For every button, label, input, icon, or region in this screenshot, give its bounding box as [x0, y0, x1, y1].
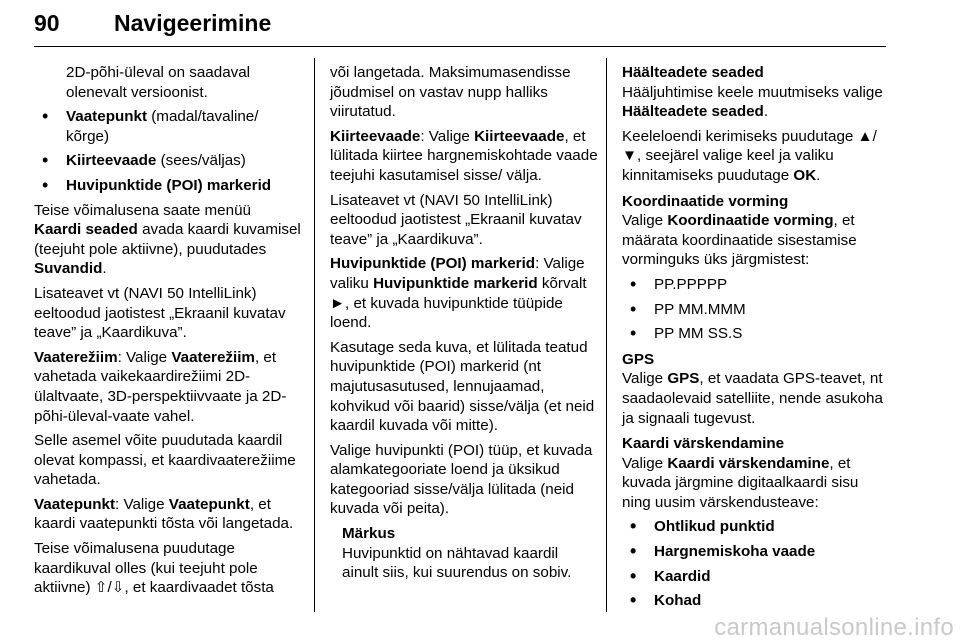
paragraph: Keeleloendi kerimiseks puudutage ▲/▼, seejärel valige keel ja valiku kinnitamiseks puudutage OK. [622, 127, 877, 184]
column-1 [34, 63, 302, 603]
section-title: Kaardi värskendamine [622, 435, 785, 453]
list-item: • Vaatepunkt (madal/tavaline/ kõrge) [34, 107, 302, 146]
section-map-update [622, 434, 884, 611]
paragraph: Vaatepunkt: Valige Vaatepunkt, et kaardi vaatepunkti tõsta või langetada. [34, 495, 294, 533]
paragraph: Teise võimalusena puudutage kaardikuval olles (kui teejuht pole aktiivne) ⇧/⇩, et kaardivaadet tõsta [34, 540, 274, 597]
section-voice-settings [622, 63, 884, 186]
page-title: Navigeerimine [114, 10, 272, 36]
paragraph: Kiirteevaade: Valige Kiirteevaade, et lülitada kiirtee hargnemiskohtade vaade teejuhi kasutamisel sisse/ välja. [330, 127, 598, 184]
list-item: • PP MM.MMM [622, 300, 884, 320]
page-number: 90 [34, 10, 60, 36]
paragraph: või langetada. Maksimumasendisse jõudmisel on vastav nupp halliks viirutatud. [330, 64, 571, 121]
watermark: carmanualsonline.info [714, 614, 954, 641]
section-title: Koordinaatide vorming [622, 192, 789, 210]
paragraph: Valige huvipunkti (POI) tüüp, et kuvada alamkategooriate loend ja üksikud kategooriad sisse/välja lülitada (neid kuvada või peita). [330, 441, 593, 518]
paragraph: Hääljuhtimise keele muutmiseks valige Häälteadete seaded. [622, 83, 883, 121]
paragraph: Vaaterežiim: Valige Vaaterežiim, et vahetada vaikekaardirežiimi 2D-ülaltvaate, 3D-perspektiivvaate ja 2D-põhi-üleval-vaate vahel. [34, 348, 287, 425]
column-divider [606, 58, 607, 612]
note-text: Huvipunktid on nähtavad kaardil ainult siis, kui suurendus on sobiv. [342, 544, 572, 582]
list-item: • Huvipunktide (POI) markerid [34, 176, 302, 196]
paragraph: Kasutage seda kuva, et lülitada teatud huvipunktide (POI) markerid (nt majutusasutused, lennujaamad, kohvikud või baarid) sisse/välja (et neid kaardil kuvada või mitte). [330, 338, 595, 435]
section-gps [622, 350, 884, 428]
list-item: • Ohtlikud punktid [622, 517, 884, 537]
column-2 [330, 63, 598, 588]
page-header [34, 8, 886, 47]
note-box [330, 524, 598, 583]
note-title: Märkus [342, 525, 396, 543]
paragraph: Huvipunktide (POI) markerid: Valige valiku Huvipunktide markerid kõrvalt ►, et kuvada huvipunktide tüüpide loend. [330, 255, 587, 332]
section-title: Häälteadete seaded [622, 64, 764, 81]
list-item: • Kaardid [622, 567, 884, 587]
section-coordinate-format [622, 192, 884, 344]
list-item: • PP.PPPPP [622, 275, 884, 295]
paragraph: Valige Koordinaatide vorming, et määrata koordinaatide sisestamise vorminguks üks järgmistest: [622, 212, 857, 269]
column-3 [622, 63, 884, 617]
list-item: • Kohad [622, 591, 884, 611]
paragraph: Lisateavet vt (NAVI 50 IntelliLink) eeltoodud jaotistest „Ekraanil kuvatav teave” ja „Kaardikuva”. [330, 191, 582, 248]
paragraph: Valige GPS, et vaadata GPS-teavet, nt saadaolevaid satelliite, nende asukoha ja signaali tugevust. [622, 370, 883, 427]
list-item: • PP MM SS.S [622, 324, 884, 344]
paragraph: Teise võimalusena saate menüü Kaardi seaded avada kaardi kuvamisel (teejuht pole aktiivne), puudutades Suvandid. [34, 201, 301, 278]
paragraph: Lisateavet vt (NAVI 50 IntelliLink) eeltoodud jaotistest „Ekraanil kuvatav teave” ja „Kaardikuva”. [34, 284, 286, 342]
column-divider [314, 58, 315, 612]
paragraph: Valige Kaardi värskendamine, et kuvada järgmine digitaalkaardi sisu ning uusim värskendusteave: [622, 454, 859, 511]
paragraph: 2D-põhi-üleval on saadaval olenevalt versioonist. [66, 64, 251, 101]
section-title: GPS [622, 350, 655, 368]
paragraph: Selle asemel võite puudutada kaardil olevat kompassi, et kaardivaaterežiime vahetada. [34, 432, 296, 489]
list-item: • Hargnemiskoha vaade [622, 542, 884, 562]
list-item: • Kiirteevaade (sees/väljas) [34, 151, 302, 171]
